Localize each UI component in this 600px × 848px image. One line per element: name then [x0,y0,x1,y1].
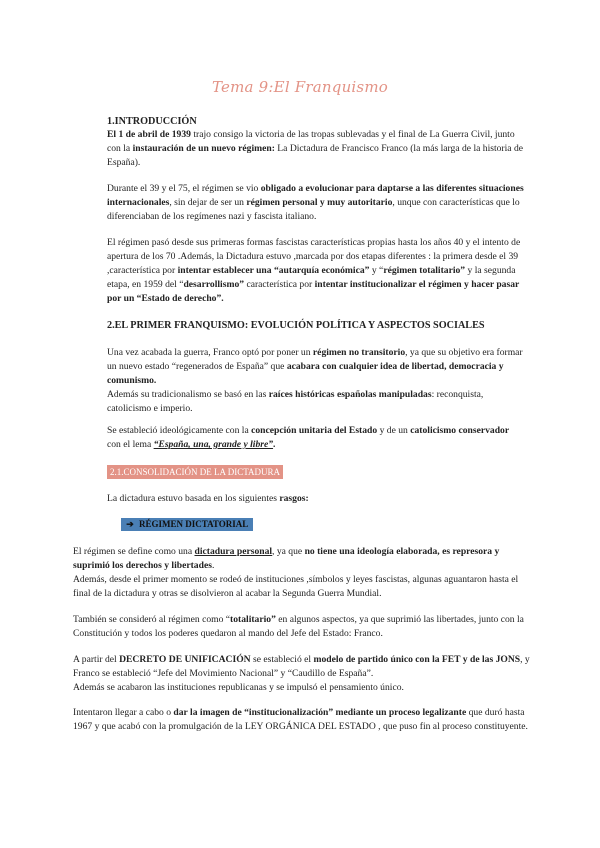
paragraph-franquismo-2: Se estableció ideológicamente con la concepción unitaria del Estado y de un catolicismo conservador con el lema “España, una, grande y libre”. [107,425,510,450]
paragraph-rasgos: La dictadura estuvo basada en los siguientes rasgos: [107,493,309,504]
paragraph-regimen-3b: Además se acabaron las instituciones republicanas y se impulsó el pensamiento único. [73,682,404,693]
paragraph-regimen-1b: Además, desde el primer momento se rodeó de instituciones ,símbolos y leyes fascistas, algunas aguantaron hasta el final de la dictadura y otras se disolvieron al acabar la Segunda Guerra Mundial. [73,574,519,599]
paragraph-franquismo-1: Una vez acabada la guerra, Franco optó por poner un régimen no transitorio, ya que su objetivo era formar un nuevo estado “regenerados de España” que acabara con cualquier idea de libertad, democracia y comunismo. [107,347,523,386]
subsection-heading-consolidacion: 2.1.CONSOLIDACIÓN DE LA DICTADURA [107,465,283,479]
paragraph-intro-3: El régimen pasó desde sus primeras formas fascistas características propias hasta los años 40 y el intento de apertura de los 70 .Además, la Dictadura estuvo ,marcada por dos etapas diferentes : la primera desde el 39 ,característica por intentar establecer una “autarquía económica” y “régimen totalitario” y la segunda etapa, en 1959 del “desarrollismo” característica por intentar institucionalizar el régimen y hacer pasar por un “Estado de derecho”. [107,237,521,304]
arrow-right-icon: ➔ [126,519,134,529]
regimen-dictatorial-label: ➔ RÉGIMEN DICTATORIAL [121,518,253,531]
paragraph-intro-1: El 1 de abril de 1939 trajo consigo la victoria de las tropas sublevadas y el final de La Guerra Civil, junto con la instauración de un nuevo régimen: La Dictadura de Francisco Franco (la más larga de la historia de España). [107,129,524,168]
paragraph-regimen-2: También se consideró al régimen como “totalitario” en algunos aspectos, ya que suprimió las libertades, junto con la Constitución y todos los poderes quedaron al mando del Jefe del Estado: Franco. [73,614,524,639]
document-title: Tema 9:El Franquismo [212,78,388,96]
paragraph-regimen-4: Intentaron llegar a cabo o dar la imagen de “institucionalización” mediante un proceso legalizante que duró hasta 1967 y que acabó con la promulgación de la LEY ORGÁNICA DEL ESTADO , que puso fin al proceso constituyente. [73,707,528,732]
section-heading-primer-franquismo: 2.EL PRIMER FRANQUISMO: EVOLUCIÓN POLÍTICA Y ASPECTOS SOCIALES [107,320,485,331]
paragraph-regimen-1: El régimen se define como una dictadura personal, ya que no tiene una ideología elaborada, es represora y suprimió los derechos y libertades. [73,546,500,571]
section-heading-introduccion: 1.INTRODUCCIÓN [107,116,197,127]
paragraph-regimen-3: A partir del DECRETO DE UNIFICACIÓN se estableció el modelo de partido único con la FET y de las JONS, y Franco se estableció “Jefe del Movimiento Nacional” y “Caudillo de España”. [73,654,530,679]
paragraph-franquismo-1b: Además su tradicionalismo se basó en las raíces históricas españolas manipuladas: reconquista, catolicismo e imperio. [107,389,484,414]
paragraph-intro-2: Durante el 39 y el 75, el régimen se vio obligado a evolucionar para daptarse a las diferentes situaciones internacionales, sin dejar de ser un régimen personal y muy autoritario, unque con características que lo diferenciaban de los regímenes nazi y fascista italiano. [107,183,524,222]
